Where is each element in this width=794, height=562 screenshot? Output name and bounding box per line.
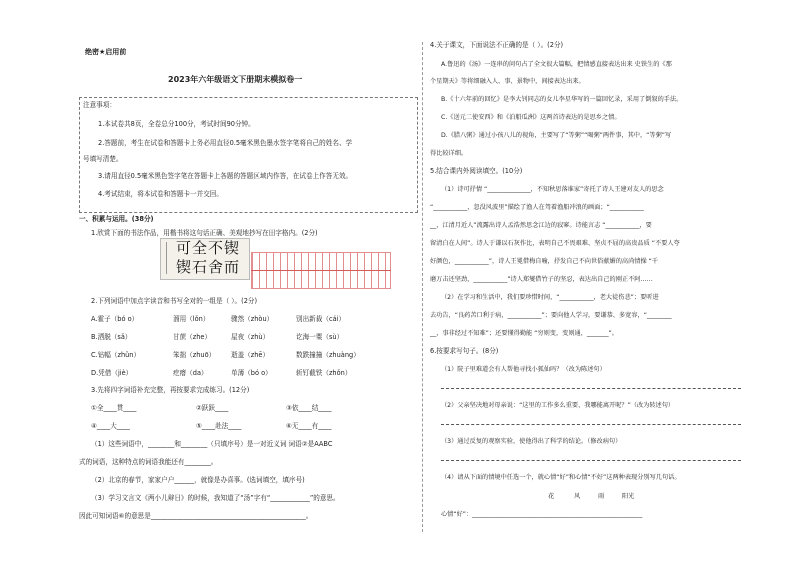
q2-option-c-2: 笨拙（zhuō） xyxy=(173,351,216,359)
q2-option-c-4: 数跌撞撞（zhuàng） xyxy=(296,351,360,359)
q4-option-b: B.《十六年前的回忆》是李大钊同志的女儿李星华写的一篇回忆录，采用了倒叙的手法。 xyxy=(441,96,683,103)
q6-4-word-3: 雨 xyxy=(598,493,605,500)
q5-2-line-b: 去功告，“良药苦口利于病，___________”；要向他人学习，要谦恭、多宽容，“________ xyxy=(430,312,672,319)
q5-1-line-f: 磨万击还坚劲，___________”诗人郑燮借竹子的坚忍，表达出自己的刚正不阿…… xyxy=(430,276,653,283)
secret-label: 绝密★启用前 xyxy=(85,48,127,56)
q6-3-answer-line[interactable] xyxy=(441,460,741,461)
q4-option-a-1: A.鲁迅的《汤》一连串的问句占了全文很大篇幅，把情感直接表达出来 史铁生的《那 xyxy=(441,61,672,68)
q4-option-c: C.《送元二使安西》和《泊船瓜洲》这两首诗表达的是思乡之情。 xyxy=(441,114,621,121)
q2-option-b-4: 讫海一粟（sù） xyxy=(296,333,344,341)
q2-option-d-3: 单薄（bó o） xyxy=(231,369,272,377)
question-2: 2.下列词语中加点字读音和书写全对的一组是（ ）。(2分) xyxy=(91,297,258,305)
q6-2-answer-line[interactable] xyxy=(441,424,741,425)
q3-sub-3: （3）学习文言文《两小儿辩日》的时候，我知道了“汤”字有“____________”的意思。 xyxy=(91,494,340,502)
q6-3: （3）通过反复的观察实验，使他得出了科学的结论。（修改病句） xyxy=(441,438,622,445)
q5-1-line-b: “___________，忽没风波里”描绘了渔人在驾着渔船冲浪的画面；“___________ xyxy=(430,204,644,211)
q5-1-line-d: 留清白在人间”。诗人于谦以石灰作比，表明自己不畏艰难、坚贞不屈的高贵品质 “不要人夸 xyxy=(430,240,680,247)
column-divider xyxy=(422,42,423,532)
question-4: 4.关于课文，下面说法不正确的是（ ）。(2分) xyxy=(430,41,564,49)
q3-sub-1: （1）这些词语中，________和________（只填序号）是一对近义词 词语②是AABC xyxy=(91,440,333,448)
q3-item-2[interactable]: ②跃跃____ xyxy=(196,404,229,412)
question-5: 5.结合课内外阅读填空。(10分) xyxy=(430,167,523,175)
q3-item-4[interactable]: ④____大____ xyxy=(91,422,130,430)
writing-grid-bottom[interactable] xyxy=(251,270,391,289)
q2-option-c-1: C.钻幅（zhǔn） xyxy=(91,351,141,359)
q2-option-d-1: D.凭借（jiè） xyxy=(91,369,133,377)
q2-option-c-3: 逝盖（zhē） xyxy=(231,351,270,359)
calligraphy-line-1: 可全不锲 xyxy=(176,239,241,257)
question-3: 3.先将四字词语补充完整，再按要求完成练习。(12分) xyxy=(91,386,250,394)
question-6: 6.按要求写句子。(8分) xyxy=(430,347,499,355)
q3-item-5[interactable]: ⑤____赴法____ xyxy=(196,422,242,430)
question-1: 1.欣赏下面的书法作品，用楷书将这句话正确、美观地抄写在田字格内。(2分) xyxy=(91,229,318,237)
q6-4: （4）请从下面的情境中任选一个，就心情“好”和心情“不好”这两种表现分别写几句话。 xyxy=(441,474,681,481)
q2-option-d-2: 疙瘩（da） xyxy=(173,369,208,377)
notice-item-3: 3.请用直径0.5毫米黑色签字笔在答题卡上各题的答题区域内作答，在试卷上作答无效。 xyxy=(98,172,353,180)
q3-item-1[interactable]: ①全____贯____ xyxy=(91,404,137,412)
q6-4-word-4: 阳光 xyxy=(622,493,635,500)
q3-sub-1b: 式的词语，这种特点的词语我能还有________。 xyxy=(79,458,218,466)
notice-item-1: 1.本试卷共8页，全卷总分100分，考试时间90分钟。 xyxy=(98,120,255,128)
q5-2-line-c: __，事非经过不知难”；还要懂得勤能 “穷则变，变则通，_______”。 xyxy=(430,330,618,337)
q6-2: （2）父亲坚决地对母亲说：“这里的工作多么重要，我哪能离开呢？”（改为转述句） xyxy=(441,402,675,409)
q3-sub-2: （2）北京的春节，家家户户______，就像是办喜事。(选词填空，填序号) xyxy=(91,476,305,484)
q3-item-3[interactable]: ③依____结____ xyxy=(286,404,332,412)
q6-4-word-2: 风 xyxy=(574,493,581,500)
calligraphy-line-2: 锲石舍而 xyxy=(176,258,241,276)
q2-option-b-1: B.洒脱（sǎ） xyxy=(91,333,132,341)
q2-option-b-2: 甘蔗（zhe） xyxy=(173,333,212,341)
q2-option-a-4: 别出新裁（cái） xyxy=(296,315,346,323)
notice-heading: 注意事项： xyxy=(83,101,116,109)
notice-item-2: 2.答题前，考生在试卷和答题卡上务必用直径0.5毫米黑色墨水签字笔将自己的姓名、学 xyxy=(98,139,353,147)
q5-2-line-a: （2）在学习和生活中，我们要珍惜时间，“___________，老大徒伤悲”；要听进 xyxy=(441,294,659,301)
section-1-heading: 一、积累与运用。(38分) xyxy=(79,215,154,223)
q4-option-d-2: 得比较详细。 xyxy=(430,150,468,157)
q6-1-answer-line[interactable] xyxy=(441,388,741,389)
q4-option-a-2: 个星期天》等将细融入人、事、景物中，间接表达出来。 xyxy=(430,78,585,85)
q6-1: （1）院子里难道会有人帮他寻找小狐仙吗？（改为陈述句） xyxy=(441,366,606,373)
q4-option-d-1: D.《腊八粥》通过小孩八儿的视角，主要写了“等粥”“喝粥”两件事，其中，“等粥”写 xyxy=(441,132,672,139)
q6-4-word-1: 花 xyxy=(548,493,555,500)
q2-option-a-1: A.霍子（bó o） xyxy=(91,315,139,323)
notice-item-4: 4.考试结束，将本试卷和答题卡一并交回。 xyxy=(98,190,223,198)
q2-option-b-3: 屋夜（zhù） xyxy=(231,333,270,341)
q3-item-6[interactable]: ⑥无____有____ xyxy=(286,422,332,430)
q3-sub-3b: 因此可知词语⑥的意思是_______________________________________________。 xyxy=(79,512,313,520)
q2-option-d-4: 斩钉截铁（zhǒn） xyxy=(296,369,352,377)
q5-1-line-e: 好颜色，___________”，诗人王冕借梅自喻，抒发自己不向世俗献媚的高尚情操 “千 xyxy=(430,258,659,265)
exam-title: 2023年六年级语文下册期末模拟卷一 xyxy=(168,75,303,84)
q2-option-a-3: 骤然（zhòu） xyxy=(231,315,274,323)
q5-1-line-c: __，江清月近人”流露出诗人孟浩然思念江边的寂寥。诗能言志 “___________，要 xyxy=(430,222,652,229)
q2-option-a-2: 溜用（lǒn） xyxy=(173,315,210,323)
q6-4-answer-start[interactable]: 心情“好”：_______________________________________________________ xyxy=(441,511,643,518)
writing-grid-top[interactable] xyxy=(251,252,391,271)
q5-1-line-a: （1）诗可抒情 “______________，不知秋思落谁家”寄托了诗人王建对友人的思念 xyxy=(441,186,664,193)
notice-item-2b: 号填写清楚。 xyxy=(83,155,123,163)
